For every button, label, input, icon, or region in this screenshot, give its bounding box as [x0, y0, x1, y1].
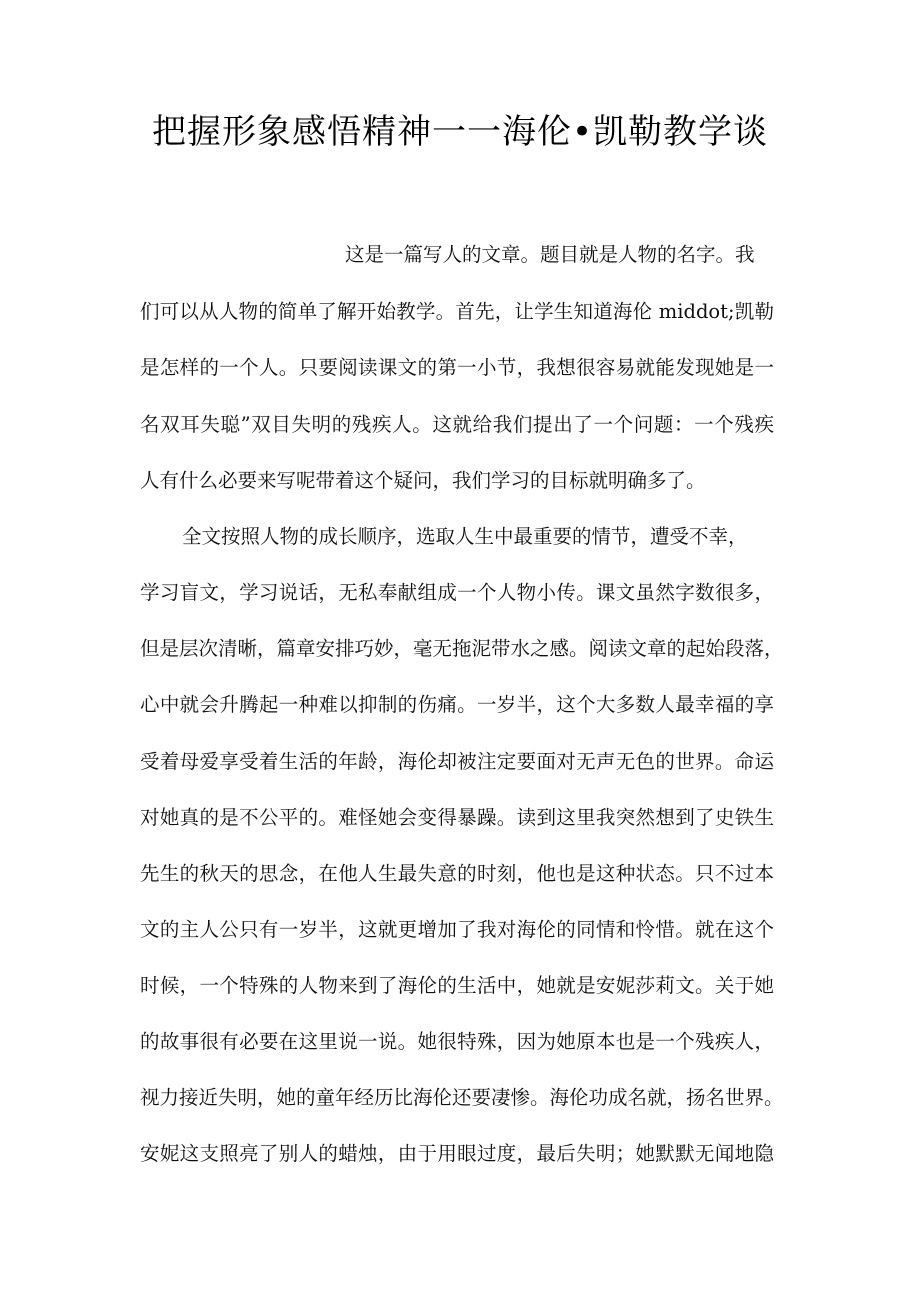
body-line: 们可以从人物的简单了解开始教学。首先，让学生知道海伦 middot;凯勒 — [140, 300, 774, 323]
body-line: 但是层次清晰，篇章安排巧妙，毫无拖泥带水之感。阅读文章的起始段落， — [140, 637, 784, 660]
body-line: 对她真的是不公平的。难怪她会变得暴躁。读到这里我突然想到了史铁生 — [140, 806, 774, 829]
body-line: 安妮这支照亮了别人的蜡烛，由于用眼过度，最后失明；她默默无闻地隐 — [140, 1142, 774, 1165]
body-line: 的故事很有必要在这里说一说。她很特殊，因为她原本也是一个残疾人， — [140, 1030, 774, 1053]
body-line: 全文按照人物的成长顺序，选取人生中最重要的情节，遭受不幸， — [182, 525, 748, 548]
body-line: 先生的秋天的思念，在他人生最失意的时刻，他也是这种状态。只不过本 — [140, 862, 774, 885]
body-line: 文的主人公只有一岁半，这就更增加了我对海伦的同情和怜惜。就在这个 — [140, 918, 774, 941]
document-title: 把握形象感悟精神一一海伦•凯勒教学谈 — [151, 112, 769, 152]
body-line: 名双耳失聪”双目失明的残疾人。这就给我们提出了一个问题：一个残疾 — [140, 413, 774, 436]
body-line: 是怎样的一个人。只要阅读课文的第一小节，我想很容易就能发现她是一 — [140, 356, 774, 379]
body-line: 视力接近失明，她的童年经历比海伦还要凄惨。海伦功成名就，扬名世界。 — [140, 1086, 784, 1109]
body-line: 受着母爱享受着生活的年龄，海伦却被注定要面对无声无色的世界。命运 — [140, 750, 774, 773]
body-line: 时候，一个特殊的人物来到了海伦的生活中，她就是安妮莎莉文。关于她 — [140, 974, 774, 997]
body-line: 心中就会升腾起一种难以抑制的伤痛。一岁半，这个大多数人最幸福的享 — [140, 693, 774, 716]
body-line: 人有什么必要来写呢带着这个疑问，我们学习的目标就明确多了。 — [140, 469, 706, 492]
body-line: 这是一篇写人的文章。题目就是人物的名字。我 — [345, 243, 755, 266]
body-line: 学习盲文，学习说话，无私奉献组成一个人物小传。课文虽然字数很多， — [140, 581, 774, 604]
